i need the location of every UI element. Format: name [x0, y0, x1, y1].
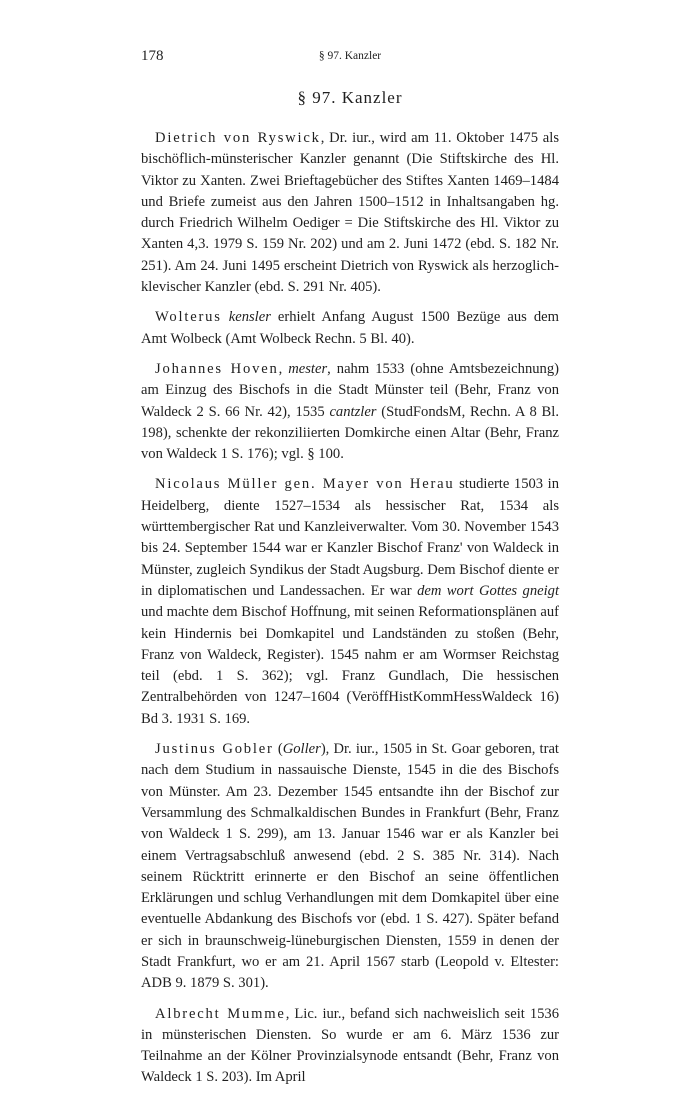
person-name: Dietrich von Ryswick	[155, 130, 321, 146]
paragraph-hoven	[141, 359, 559, 465]
paragraph-text: und machte dem Bischof Hoffnung, mit seinen Reformationsplänen auf kein Hindernis bei Domkapitel und Landständen zu stoßen (Behr, Franz von Waldeck, Register). 1545 nahm er am Wormser Reichstag teil (ebd. 1 S. 362); vgl. Franz Gundlach, Die hessischen Zentralbehörden von 1247–1604 (VeröffHistKommHessWaldeck 16) Bd 3. 1931 S. 169.	[141, 604, 559, 727]
body-text	[141, 128, 559, 1098]
italic-quote: cantzler	[329, 403, 377, 420]
paragraph-text: ), Dr. iur., 1505 in St. Goar geboren, trat nach dem Studium in nassauische Dienste, 1545 in die des Bischofs von Münster. Am 23. Dezember 1545 entsandte ihn der Bischof zur Versammlung des Schmalkaldischen Bundes in Frankfurt (Behr, Franz von Waldeck 1 S. 299), am 13. Januar 1546 war er als Kanzler bei einem Vertragsabschluß anwesend (ebd. 2 S. 385 Nr. 314). Nach seinem Rücktritt erinnerte er den Bischof an seine öffentlichen Erklärungen und schlug Verhandlungen mit dem Domkapitel über eine eventuelle Abdankung des Bischofs vor (ebd. 1 S. 427). Später befand er sich in braunschweig-lüneburgischen Diensten, 1559 in denen der Stadt Frankfurt, wo er am 21. April 1567 starb (Leopold v. Eltester: ADB 9. 1879 S. 301).	[141, 741, 559, 992]
page-header	[141, 48, 559, 68]
paragraph-text: studierte 1503 in Heidelberg, diente 1527–1534 als hessischer Rat, 1534 als württembergischer Rat und Kanzleiverwalter. Vom 30. November 1543 bis 24. September 1544 war er Kanzler Bischof Franz' von Waldeck in Münster, zugleich Syndikus der Stadt Augsburg. Dem Bischof diente er in diplomatischen und Landessachen. Er war	[141, 476, 559, 599]
running-head: § 97. Kanzler	[318, 50, 382, 62]
person-name: Johannes Hoven	[155, 360, 279, 377]
person-name: Albrecht Mumme	[155, 1005, 286, 1022]
italic-quote: mester	[288, 360, 328, 377]
person-name: Nicolaus Müller gen. Mayer von Herau	[155, 476, 455, 493]
paragraph-text: ,	[278, 360, 289, 377]
person-name: Wolterus	[155, 309, 222, 326]
paragraph-wolterus	[141, 307, 559, 350]
italic-quote: dem wort Gottes gneigt	[417, 582, 559, 599]
section-title: § 97. Kanzler	[297, 88, 403, 107]
person-name: Justinus Gobler	[155, 741, 274, 758]
italic-quote: Goller	[282, 741, 321, 758]
page-number: 178	[141, 48, 164, 64]
paragraph-mumme	[141, 1004, 559, 1089]
paragraph-mueller	[141, 474, 559, 730]
paragraph-text	[222, 309, 229, 325]
paragraph-text: , nahm 1533 (ohne Amtsbezeichnung) am Einzug des Bischofs in die Stadt Münster teil (Behr, Franz von Waldeck 2 S. 66 Nr. 42), 1535	[141, 360, 559, 420]
paragraph-gobler	[141, 739, 559, 995]
paragraph-text: (StudFondsM, Rechn. A 8 Bl. 198), schenkte der rekonziliierten Domkirche einen Altar (Behr, Franz von Waldeck 1 S. 176); vgl. § 100.	[141, 403, 559, 463]
paragraph-ryswick	[141, 128, 559, 298]
paragraph-text: (	[273, 741, 283, 758]
italic-quote: kensler	[228, 309, 271, 326]
paragraph-text: , Lic. iur., befand sich nachweislich seit 1536 in münsterischen Diensten. So wurde er am 6. März 1536 zur Teilnahme an der Kölner Provinzialsynode entsandt (Behr, Franz von Waldeck 1 S. 203). Im April	[141, 1005, 560, 1086]
paragraph-text: , Dr. iur., wird am 11. Oktober 1475 als bischöflich-münsterischer Kanzler genannt (Die Stiftskirche des Hl. Viktor zu Xanten. Zwei Brieftagebücher des Stiftes Xanten 1469–1484 und Briefe zumeist aus den Jahren 1500–1512 in Inhaltsangaben hg. durch Friedrich Wilhelm Oediger = Die Stiftskirche des Hl. Viktor zu Xanten 4,3. 1979 S. 159 Nr. 202) und am 2. Juni 1472 (ebd. S. 182 Nr. 251). Am 24. Juni 1495 erscheint Dietrich von Ryswick als herzoglich-klevischer Kanzler (ebd. S. 291 Nr. 405).	[141, 130, 560, 296]
paragraph-text: erhielt Anfang August 1500 Bezüge aus dem Amt Wolbeck (Amt Wolbeck Rechn. 5 Bl. 40).	[141, 309, 559, 347]
